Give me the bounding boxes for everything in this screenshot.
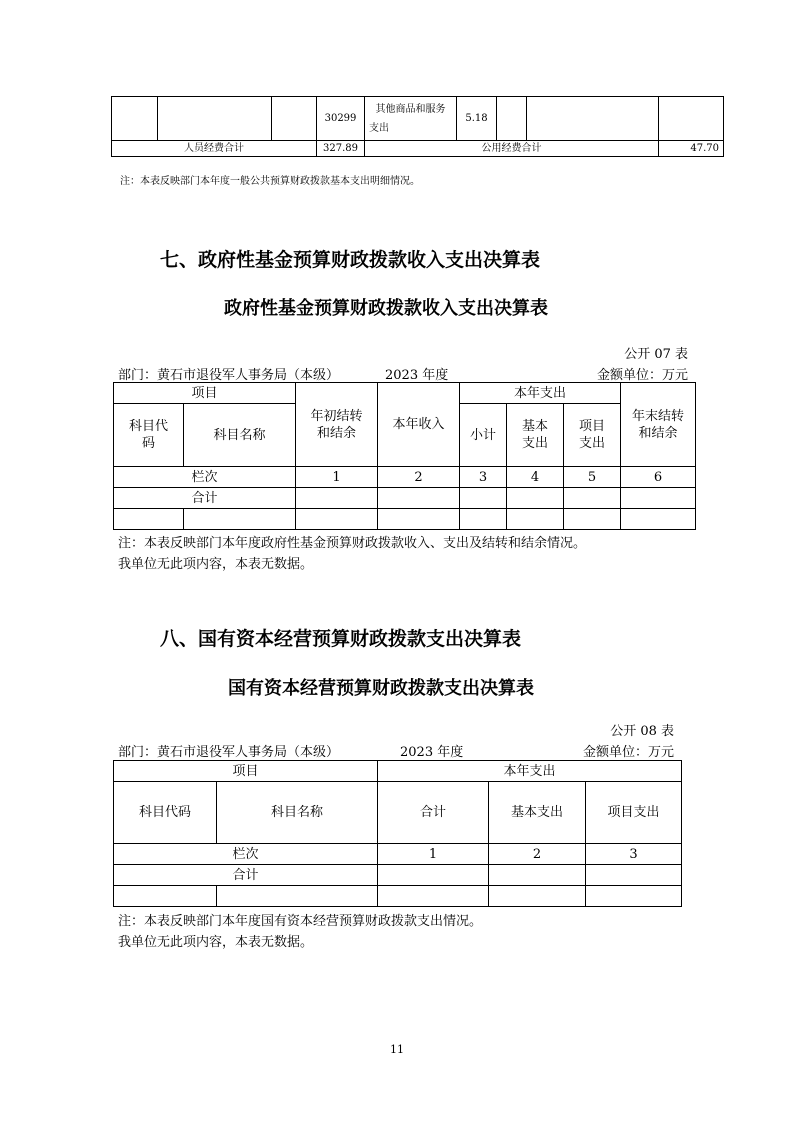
header-begin-line2: 和结余	[317, 425, 357, 441]
table-cell	[497, 97, 527, 141]
econ-name-line2: 支出	[369, 122, 389, 134]
col-number: 2	[489, 844, 586, 865]
state-capital-budget-table	[113, 760, 682, 907]
table-cell	[217, 886, 378, 907]
header-item: 项目	[114, 383, 296, 404]
table-cell	[272, 97, 317, 141]
col-number: 1	[296, 467, 378, 488]
table-row	[114, 782, 682, 844]
section8-department: 部门：黄石市退役军人事务局（本级）	[118, 745, 340, 760]
header-project	[564, 404, 621, 467]
header-name: 科目名称	[184, 404, 296, 467]
col-number: 6	[621, 467, 696, 488]
header-income: 本年收入	[378, 383, 460, 467]
table-cell	[378, 865, 489, 886]
table-cell	[378, 488, 460, 509]
table-row	[114, 761, 682, 782]
public-total-label: 公用经费合计	[365, 141, 659, 157]
col-number: 3	[586, 844, 682, 865]
econ-value-cell: 5.18	[457, 97, 497, 141]
row-label: 栏次	[114, 844, 378, 865]
table-cell	[184, 509, 296, 530]
header-begin-line1: 年初结转	[310, 408, 363, 424]
header-item: 项目	[114, 761, 378, 782]
total-label: 合计	[114, 488, 296, 509]
section7-table-title: 政府性基金预算财政拨款收入支出决算表	[224, 298, 548, 319]
header-code: 科目代码	[114, 782, 217, 844]
total-row	[114, 488, 696, 509]
table-row	[114, 886, 682, 907]
section8-note: 注：本表反映部门本年度国有资本经营预算财政拨款支出情况。	[118, 914, 483, 929]
table-cell	[460, 488, 507, 509]
table-cell	[114, 509, 184, 530]
col-number: 2	[378, 467, 460, 488]
gov-fund-budget-table	[113, 382, 696, 530]
section8-table-title: 国有资本经营预算财政拨款支出决算表	[228, 678, 534, 699]
header-project-line1: 项目	[579, 419, 606, 434]
section8-heading: 八、国有资本经营预算财政拨款支出决算表	[160, 628, 522, 650]
table-cell	[378, 509, 460, 530]
col-number: 5	[564, 467, 621, 488]
total-label: 合计	[114, 865, 378, 886]
header-end-balance	[621, 383, 696, 467]
table-cell	[586, 865, 682, 886]
header-basic	[507, 404, 564, 467]
section7-no-data-note: 我单位无此项内容，本表无数据。	[118, 557, 314, 572]
public-total-value: 47.70	[659, 141, 724, 157]
table-cell	[507, 488, 564, 509]
table-cell	[296, 509, 378, 530]
econ-name-line1: 其他商品和服务	[375, 103, 446, 115]
section7-department: 部门：黄石市退役军人事务局（本级）	[118, 368, 340, 383]
header-basic: 基本支出	[489, 782, 586, 844]
col-number: 1	[378, 844, 489, 865]
header-project: 项目支出	[586, 782, 682, 844]
table-row	[112, 97, 724, 141]
table-cell	[112, 97, 158, 141]
header-basic-line1: 基本	[522, 419, 549, 434]
table-cell	[507, 509, 564, 530]
section8-no-data-note: 我单位无此项内容，本表无数据。	[118, 935, 314, 950]
personnel-total-value: 327.89	[317, 141, 365, 157]
column-number-row	[114, 844, 682, 865]
column-number-row	[114, 467, 696, 488]
header-subtotal: 小计	[460, 404, 507, 467]
table-cell	[621, 509, 696, 530]
header-name: 科目名称	[217, 782, 378, 844]
row-label: 栏次	[114, 467, 296, 488]
header-total: 合计	[378, 782, 489, 844]
section8-year: 2023 年度	[400, 745, 464, 760]
table-row	[114, 509, 696, 530]
table-cell	[527, 97, 659, 141]
table-cell	[621, 488, 696, 509]
table-cell	[659, 97, 724, 141]
header-end-line1: 年末结转	[632, 408, 685, 424]
col-number: 3	[460, 467, 507, 488]
section7-note: 注：本表反映部门本年度政府性基金预算财政拨款收入、支出及结转和结余情况。	[118, 536, 587, 551]
personnel-total-label: 人员经费合计	[112, 141, 317, 157]
table-cell	[158, 97, 272, 141]
econ-code-cell: 30299	[317, 97, 365, 141]
table-cell	[296, 488, 378, 509]
totals-row	[112, 141, 724, 157]
table-row	[114, 383, 696, 404]
section8-unit: 金额单位：万元	[582, 745, 674, 760]
table-cell	[114, 886, 217, 907]
basic-expense-detail-table-continued	[111, 96, 724, 157]
table-cell	[489, 886, 586, 907]
table-cell	[460, 509, 507, 530]
header-code-text: 科目代码	[128, 419, 168, 451]
section7-year: 2023 年度	[385, 368, 449, 383]
section7-heading: 七、政府性基金预算财政拨款收入支出决算表	[160, 249, 541, 271]
header-project-line2: 支出	[579, 436, 606, 451]
col-number: 4	[507, 467, 564, 488]
table-cell	[564, 509, 621, 530]
header-code	[114, 404, 184, 467]
section7-form-number: 公开 07 表	[624, 347, 688, 362]
table-cell	[586, 886, 682, 907]
table-cell	[378, 886, 489, 907]
section8-form-number: 公开 08 表	[610, 724, 674, 739]
econ-name-cell	[365, 97, 457, 141]
table-cell	[489, 865, 586, 886]
header-end-line2: 和结余	[638, 425, 678, 441]
header-basic-line2: 支出	[522, 436, 549, 451]
section7-unit: 金额单位：万元	[596, 368, 688, 383]
header-expense: 本年支出	[460, 383, 621, 404]
total-row	[114, 865, 682, 886]
top-table-note: 注：本表反映部门本年度一般公共预算财政拨款基本支出明细情况。	[120, 176, 420, 187]
header-expense: 本年支出	[378, 761, 682, 782]
table-cell	[564, 488, 621, 509]
header-begin-balance	[296, 383, 378, 467]
page-number: 11	[390, 1043, 404, 1056]
